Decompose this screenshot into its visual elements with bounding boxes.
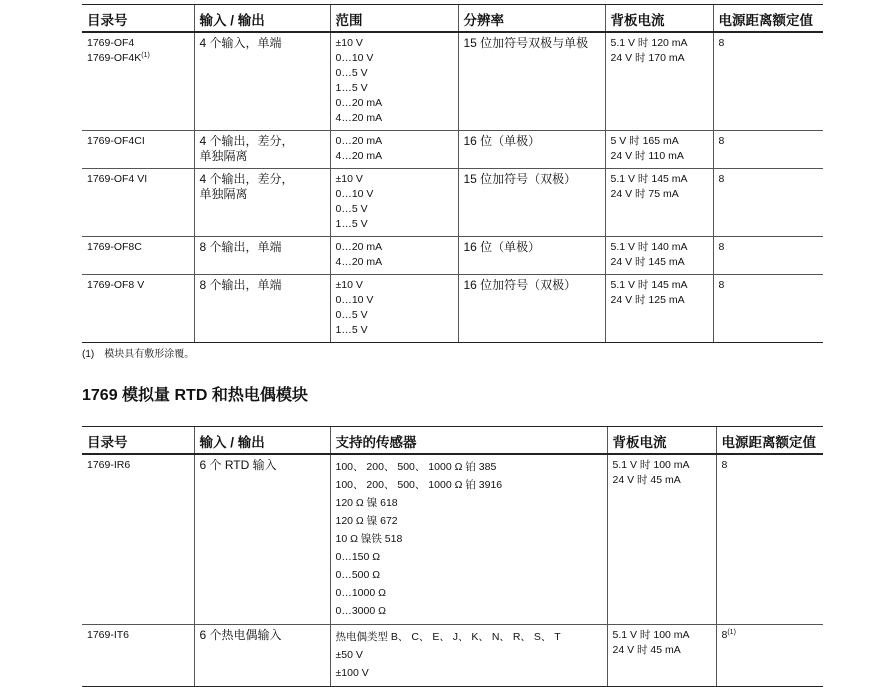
catalog-cell: [82, 275, 194, 343]
range-cell-line: 1…5 V: [335, 82, 368, 94]
io-cell-line: 单独隔离: [199, 149, 248, 163]
power-rating-cell: 8: [713, 275, 823, 343]
catalog-number: 1769-OF8C: [87, 241, 142, 253]
power-rating-cell: [716, 625, 823, 687]
catalog-cell: [82, 131, 194, 169]
range-cell-line: ±10 V: [335, 279, 363, 291]
rtd-thermocouple-modules-table: [82, 426, 823, 687]
resolution-cell: [458, 275, 605, 343]
range-cell: [330, 32, 458, 131]
catalog-number: 1769-OF4 VI: [87, 173, 148, 185]
sensor-cell-line: 0…500 Ω: [335, 569, 381, 581]
power-rating-cell: 8: [713, 169, 823, 237]
io-cell-line: 单独隔离: [199, 187, 248, 201]
backplane-current-cell-line: 5.1 V 时 120 mA: [610, 37, 688, 49]
io-cell-line: 8 个输出，单端: [199, 240, 282, 254]
range-cell: [330, 169, 458, 237]
range-cell-line: 1…5 V: [335, 324, 368, 336]
range-cell-line: 0…5 V: [335, 203, 368, 215]
backplane-current-cell-line: 24 V 时 110 mA: [610, 150, 684, 162]
resolution-cell-line: 16 位加符号（双极）: [463, 278, 577, 292]
range-cell-line: 0…10 V: [335, 52, 374, 64]
catalog-number: 1769-OF4CI: [87, 135, 145, 147]
table-header-row: [82, 5, 823, 33]
power-rating-cell: [716, 454, 823, 625]
range-cell-line: 0…5 V: [335, 67, 368, 79]
table-row: [82, 169, 823, 237]
backplane-current-cell-line: 24 V 时 145 mA: [610, 256, 685, 268]
range-cell-line: 0…20 mA: [335, 97, 383, 109]
io-cell: 6 个热电偶输入: [194, 625, 330, 687]
io-cell: [194, 32, 330, 131]
sensor-cell: [330, 625, 607, 687]
backplane-current-cell: [605, 131, 713, 169]
range-cell-line: 0…20 mA: [335, 241, 383, 253]
output-modules-table: [82, 4, 823, 343]
resolution-cell: [458, 131, 605, 169]
catalog-cell: 1769-IT6: [82, 625, 194, 687]
backplane-current-cell-line: 24 V 时 170 mA: [610, 52, 685, 64]
io-cell-line: 4 个输出，差分，: [199, 172, 294, 186]
io-cell: 6 个 RTD 输入: [194, 454, 330, 625]
backplane-current-cell: [605, 275, 713, 343]
range-cell-line: 1…5 V: [335, 218, 368, 230]
backplane-current-cell-line: 5.1 V 时 100 mA: [612, 629, 690, 641]
power-rating-value: 8: [721, 629, 728, 641]
backplane-current-cell-line: 24 V 时 45 mA: [612, 474, 681, 486]
backplane-current-cell-line: 24 V 时 45 mA: [612, 644, 681, 656]
backplane-current-cell-line: 24 V 时 75 mA: [610, 188, 679, 200]
io-cell-line: 8 个输出，单端: [199, 278, 282, 292]
catalog-cell: [82, 237, 194, 275]
footnote-mark: (1): [82, 349, 95, 360]
range-cell-line: 4…20 mA: [335, 112, 383, 124]
footnote-text: 模块具有敷形涂覆。: [104, 349, 195, 360]
header-catalog: 目录号: [82, 5, 194, 33]
range-cell-line: 4…20 mA: [335, 256, 383, 268]
catalog-cell: 1769-IR6: [82, 454, 194, 625]
sensor-cell-line: 120 Ω 镍 672: [335, 515, 398, 527]
power-rating-cell: 8: [713, 237, 823, 275]
range-cell-line: ±10 V: [335, 37, 363, 49]
range-cell-line: 0…20 mA: [335, 135, 383, 147]
io-cell: [194, 237, 330, 275]
header-range: 范围: [330, 5, 458, 33]
backplane-current-cell-line: 5.1 V 时 100 mA: [612, 459, 690, 471]
table-row: [82, 32, 823, 131]
range-cell-line: 0…10 V: [335, 188, 374, 200]
backplane-current-cell: [607, 454, 716, 625]
sensor-cell-line: 0…3000 Ω: [335, 605, 386, 617]
power-rating-value: 8: [721, 459, 728, 471]
backplane-current-cell-line: 5.1 V 时 145 mA: [610, 279, 688, 291]
sensor-cell-line: 0…1000 Ω: [335, 587, 386, 599]
backplane-current-cell-line: 5.1 V 时 145 mA: [610, 173, 688, 185]
footnote-ref: (1): [141, 52, 150, 59]
table-row: [82, 275, 823, 343]
range-cell: [330, 131, 458, 169]
catalog-number: 1769-OF4K: [87, 52, 142, 64]
backplane-current-cell: [607, 625, 716, 687]
power-rating-cell: 8: [713, 32, 823, 131]
sensor-cell-line: 热电偶类型 B、 C、 E、 J、 K、 N、 R、 S、 T: [335, 631, 561, 643]
resolution-cell-line: 15 位加符号双极与单极: [463, 36, 589, 50]
header-catalog: 目录号: [82, 427, 194, 455]
range-cell-line: 4…20 mA: [335, 150, 383, 162]
catalog-cell: [82, 169, 194, 237]
io-cell: [194, 169, 330, 237]
backplane-current-cell-line: 5.1 V 时 140 mA: [610, 241, 688, 253]
header-power-distance-rating: 电源距离额定值: [716, 427, 823, 455]
sensor-cell-line: 10 Ω 镍铁 518: [335, 533, 403, 545]
catalog-cell: [82, 32, 194, 131]
resolution-cell-line: 15 位加符号（双极）: [463, 172, 577, 186]
resolution-cell: [458, 237, 605, 275]
backplane-current-cell-line: 5 V 时 165 mA: [610, 135, 679, 147]
resolution-cell-line: 16 位（单极）: [463, 240, 541, 254]
sensor-cell-line: 0…150 Ω: [335, 551, 381, 563]
range-cell-line: 0…5 V: [335, 309, 368, 321]
table-header-row: [82, 427, 823, 455]
range-cell: [330, 237, 458, 275]
resolution-cell: [458, 32, 605, 131]
power-rating-cell: 8: [713, 131, 823, 169]
range-cell-line: ±10 V: [335, 173, 363, 185]
catalog-number: 1769-OF8 V: [87, 279, 145, 291]
backplane-current-cell: [605, 32, 713, 131]
sensor-cell: [330, 454, 607, 625]
header-resolution: 分辨率: [458, 5, 605, 33]
io-cell: [194, 131, 330, 169]
header-power-distance-rating: 电源距离额定值: [713, 5, 823, 33]
header-supported-sensors: 支持的传感器: [330, 427, 607, 455]
sensor-cell-line: ±100 V: [335, 667, 369, 679]
sensor-cell-line: 120 Ω 镍 618: [335, 497, 398, 509]
io-cell-line: 4 个输出，差分，: [199, 134, 294, 148]
header-backplane-current: 背板电流: [605, 5, 713, 33]
footnote-ref: (1): [727, 629, 736, 636]
io-cell: [194, 275, 330, 343]
header-io: 输入 / 输出: [194, 5, 330, 33]
header-io: 输入 / 输出: [194, 427, 330, 455]
footnote: [82, 345, 194, 360]
table-row: [82, 131, 823, 169]
sensor-cell-line: 100、 200、 500、 1000 Ω 铂 3916: [335, 479, 503, 491]
backplane-current-cell-line: 24 V 时 125 mA: [610, 294, 685, 306]
table-row: [82, 237, 823, 275]
io-cell-line: 4 个输入，单端: [199, 36, 282, 50]
range-cell: [330, 275, 458, 343]
table-row: [82, 625, 823, 687]
table-row: [82, 454, 823, 625]
range-cell-line: 0…10 V: [335, 294, 374, 306]
resolution-cell: [458, 169, 605, 237]
catalog-number: 1769-OF4: [87, 37, 135, 49]
sensor-cell-line: ±50 V: [335, 649, 363, 661]
backplane-current-cell: [605, 237, 713, 275]
backplane-current-cell: [605, 169, 713, 237]
sensor-cell-line: 100、 200、 500、 1000 Ω 铂 385: [335, 461, 497, 473]
resolution-cell-line: 16 位（单极）: [463, 134, 541, 148]
section-title: 1769 模拟量 RTD 和热电偶模块: [82, 387, 308, 404]
header-backplane-current: 背板电流: [607, 427, 716, 455]
